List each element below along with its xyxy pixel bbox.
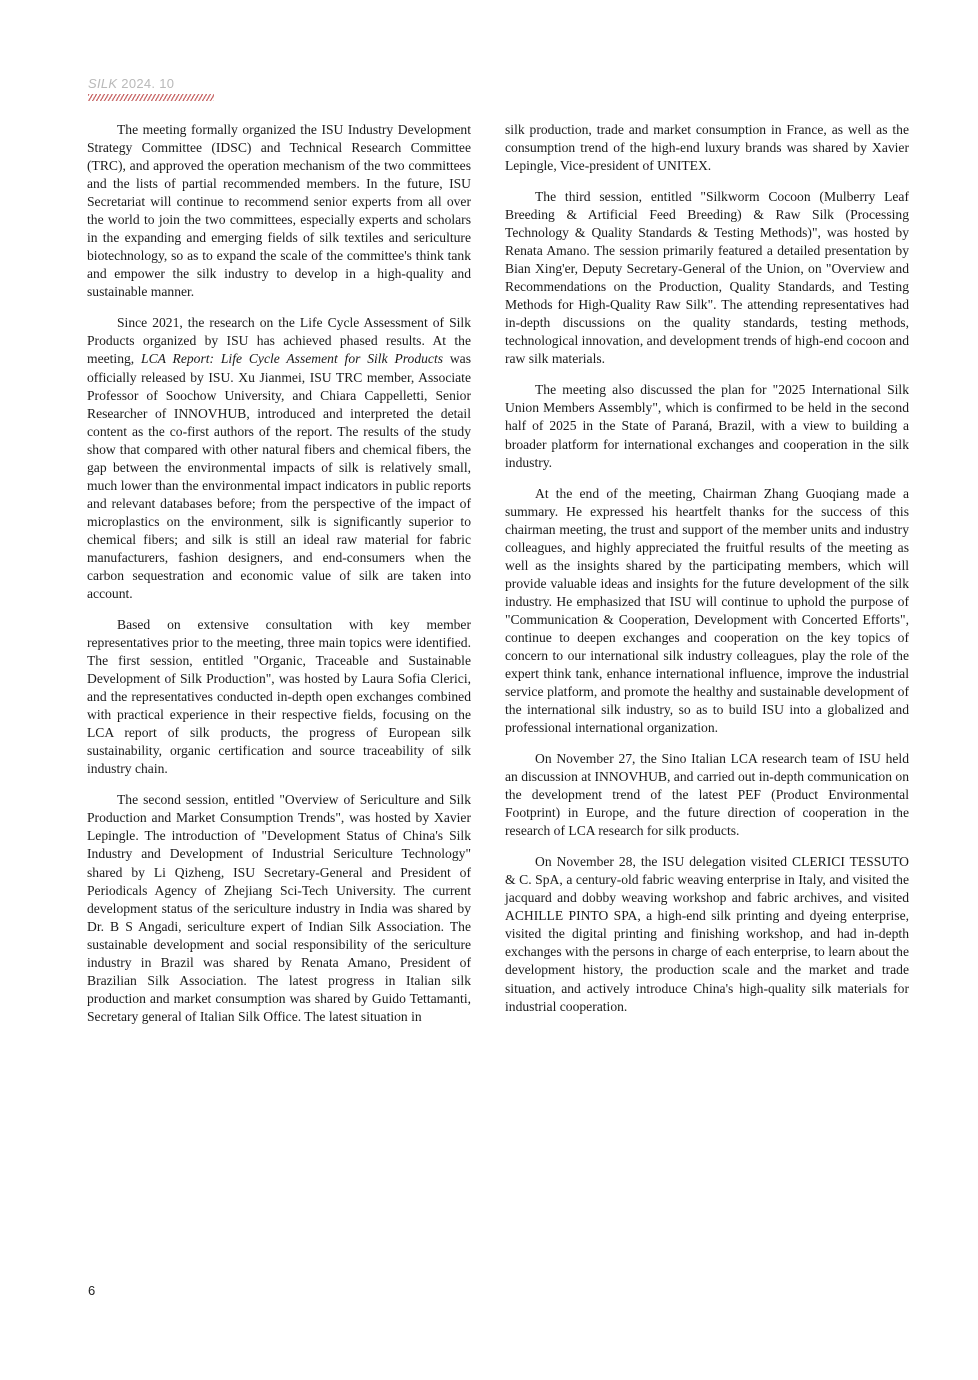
page-number: 6 xyxy=(88,1283,96,1298)
paragraph-third-session: The third session, entitled "Silkworm Cocoon (Mulberry Leaf Breeding & Artificial Feed Breeding) & Raw Silk (Processing Technology & Quality Standards & Testing Methods)", was hosted by Renata Amano. The session primarily featured a detailed presentation by Bian Xing'er, Deputy Secretary-General of the Union, on "Overview and Recommendations on the Production, Quality Standards, and Testing Methods for High-Quality Raw Silk". The attending representatives had in-depth discussions on the quality standards, testing methods, technological innovation, and development trends of high-end cocoon and raw silk materials. xyxy=(505,189,909,367)
header-hatched-rule xyxy=(88,94,214,101)
paragraph-committees: The meeting formally organized the ISU Industry Development Strategy Committee (IDSC) and Technical Research Committee (TRC), and approved the operation mechanism of the two committees and the lists of partial recommended members. In the future, ISU Secretariat will continue to recommend senior experts from all over the world to join the two committees, especially experts and scholars in the expanding and emerging fields of silk textiles and sericulture biotechnology, so as to expand the scale of the committee's think tank and empower the silk industry to develop in a high-quality and sustainable manner. xyxy=(87,122,471,300)
report-title: LCA Report: Life Cycle Assement for Silk Products xyxy=(141,351,444,367)
paragraph-lca-report xyxy=(87,314,471,603)
paragraph-2025-assembly: The meeting also discussed the plan for "2025 International Silk Union Members Assembly", which is confirmed to be held in the second half of 2025 in the State of Paraná, Brazil, with a view to building a broader platform for international exchanges and cooperation in the silk industry. xyxy=(505,382,909,470)
header-title xyxy=(88,76,214,92)
right-column xyxy=(505,121,909,1029)
paragraph-november-28: On November 28, the ISU delegation visited CLERICI TESSUTO & C. SpA, a century-old fabric weaving enterprise in Italy, and visited the jacquard and dobby weaving workshop and fabric archives, and visited ACHILLE PINTO SPA, a high-end silk printing and dyeing enterprise, visited the digital printing and finishing workshop, and had in-depth exchanges with the persons in charge of each enterprise, to learn about the development history, the production scale and the market and trade situation, and actively introduce China's high-quality silk materials for industrial cooperation. xyxy=(505,854,910,1014)
paragraph-continued: silk production, trade and market consumption in France, as well as the consumption trend of the high-end luxury brands was shared by Xavier Lepingle, Vice-president of UNITEX. xyxy=(505,122,909,174)
paragraph-lca-text-1: Since 2021, the research on the Life Cycle Assessment of Silk Products organized by ISU has achieved phased results. At the meeting, xyxy=(87,315,471,367)
left-column xyxy=(87,121,471,1039)
paragraph-second-session: The second session, entitled "Overview of Sericulture and Silk Production and Market Consumption Trends", was hosted by Xavier Lepingle. The introduction of "Development Status of China's Silk Industry and Development of Industrial Sericulture Technology" shared by Li Qizheng, ISU Secretary-General and President of Periodicals Agency of Zhejiang Sci-Tech University. The current development status of the sericulture industry in India was shared by Dr. B S Angadi, sericulture expert of Indian Silk Association. The sustainable development and social responsibility of the sericulture industry in Brazil was shared by Renata Amano, President of Brazilian Silk Association. The latest progress in Italian silk production and market consumption was shared by Guido Tettamanti, Secretary general of Italian Silk Office. The latest situation in xyxy=(87,792,471,1024)
paragraph-summary: At the end of the meeting, Chairman Zhang Guoqiang made a summary. He expressed his heartfelt thanks for the success of this chairman meeting, the trust and support of the member units and industry colleagues, and highly appreciated the fruitful results of the meeting as well as the insights shared by the participating members, which will provide valuable ideas and insights for the future development of the silk industry. He emphasized that ISU will continue to uphold the purpose of "Communication & Cooperation, Development with Concerted Efforts", continue to deepen exchanges and cooperation on the key topics of concern to our international silk industry colleagues, play the role of the expert think tank, enhance international influence, improve the industrial service platform, and promote the healthy and sustainable development of the international silk industry, so as to build ISU into a globalized and professional international organization. xyxy=(505,485,909,736)
running-header xyxy=(88,76,214,101)
header-brand: SILK xyxy=(88,76,118,91)
paragraph-first-session: Based on extensive consultation with key member representatives prior to the meeting, three main topics were identified. The first session, entitled "Organic, Traceable and Sustainable Development of Silk Production", was hosted by Laura Sofia Clerici, and the representatives conducted in-depth open exchanges combined with practical experience in their respective fields, focusing on the LCA report of silk products, the progress of European silk sustainability, organic certification and source traceability of silk industry chain. xyxy=(87,617,471,777)
paragraph-lca-text-2: was officially released by ISU. Xu Jianmei, ISU TRC member, Associate Professor of Soochow University, and Chiara Cappelletti, Senior Researcher of INNOVHUB, introduced and interpreted the detail content as the co-first authors of the report. The results of the study show that compared with other natural fibers and chemical fibers, the gap between the environmental impacts of silk is relatively small, much lower than the environmental impact indicators in public reports and relevant databases before; from the perspective of the impact of microplastics on the environment, silk is significantly superior to chemical fibers; and silk is still an ideal raw material for fabric manufacturers, fashion designers, and end-consumers when the carbon sequestration and economic value of silk are taken into account. xyxy=(87,351,471,602)
paragraph-november-27: On November 27, the Sino Italian LCA research team of ISU held an discussion at INNOVHUB, and carried out in-depth communication on the development trend of the latest PEF (Product Environmental Footprint) in Europe, and the future direction of cooperation in the research of LCA research for silk products. xyxy=(505,751,909,839)
header-issue: 2024. 10 xyxy=(117,76,175,91)
